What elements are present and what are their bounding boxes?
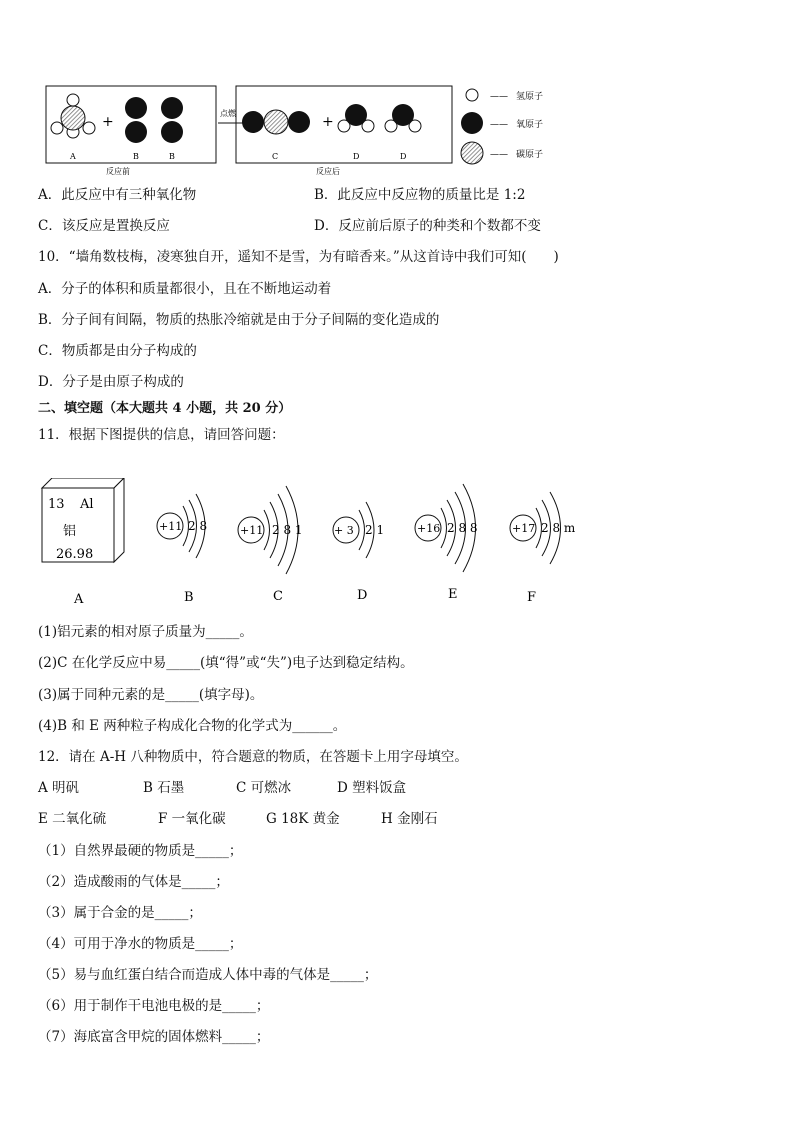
option-c: C．该反应是置换反应 [38, 218, 170, 234]
label-c: C [272, 152, 279, 161]
label-d: D [400, 152, 407, 161]
q12-option: G 18K 黄金 [266, 811, 340, 827]
label-c: C [273, 589, 283, 604]
oxygen-molecule [125, 97, 147, 143]
svg-text:+16: +16 [417, 522, 441, 535]
option-d: D．反应前后原子的种类和个数都不变 [314, 218, 541, 234]
q12-option: D 塑料饭盒 [337, 780, 407, 796]
oxygen-atom-icon [461, 112, 483, 134]
svg-text:2 8 m: 2 8 m [541, 521, 576, 535]
section-heading: 二、填空题（本大题共 4 小题，共 20 分） [38, 401, 292, 416]
after-caption: 反应后 [316, 167, 340, 176]
plus-sign: + [102, 114, 114, 130]
atom-e [415, 484, 478, 572]
q12-option: H 金刚石 [381, 811, 438, 827]
carbon-dioxide-molecule [242, 110, 310, 134]
svg-text:+11: +11 [159, 520, 183, 533]
legend-oxygen: 氧原子 [516, 120, 544, 130]
legend-carbon: 碳原子 [516, 150, 544, 160]
legend-dash: —— [490, 120, 508, 130]
label-b: B [184, 590, 194, 605]
legend-dash: —— [490, 92, 508, 102]
q11-sub1: (1)铝元素的相对原子质量为_____。 [38, 624, 253, 640]
before-caption: 反应前 [106, 167, 130, 176]
q12-option: C 可燃冰 [236, 780, 292, 796]
label-a: A [70, 152, 76, 161]
option-c: C．物质都是由分子构成的 [38, 343, 197, 359]
q11-sub2: (2)C 在化学反应中易_____(填“得”或“失”)电子达到稳定结构。 [38, 655, 414, 671]
atomic-mass: 26.98 [56, 547, 94, 562]
option-b: B．分子间有间隔，物质的热胀冷缩就是由于分子间隔的变化造成的 [38, 312, 440, 328]
atomic-number: 13 [48, 497, 65, 512]
question-12-stem: 12．请在 A-H 八种物质中，符合题意的物质，在答题卡上用字母填空。 [38, 749, 468, 765]
label-b: B [133, 152, 139, 161]
hydrogen-atom-icon [466, 89, 478, 101]
svg-text:+17: +17 [512, 522, 536, 535]
atom-structure-figure [36, 478, 596, 608]
q12-sub: （1）自然界最硬的物质是_____； [38, 843, 243, 859]
question-11-stem: 11．根据下图提供的信息，请回答问题： [38, 427, 285, 443]
atom-c [238, 486, 303, 574]
option-b: B．此反应中反应物的质量比是 1:2 [314, 187, 526, 203]
label-e: E [448, 587, 458, 602]
oxygen-molecule [161, 97, 183, 143]
svg-text:2 8 1: 2 8 1 [272, 523, 303, 537]
reaction-diagram [40, 80, 600, 180]
option-a: A．分子的体积和质量都很小，且在不断地运动着 [38, 281, 332, 297]
q12-sub: （6）用于制作干电池电极的是_____； [38, 998, 270, 1014]
plus-sign: + [322, 114, 334, 130]
label-b: B [169, 152, 175, 161]
question-10-stem: 10．“墙角数枝梅，凌寒独自开，遥知不是雪，为有暗香来。”从这首诗中我们可知( ) [38, 249, 559, 265]
carbon-atom-icon [461, 142, 483, 164]
water-molecule [338, 104, 374, 132]
svg-text:2 8 8: 2 8 8 [447, 521, 478, 535]
q12-option: B 石墨 [143, 780, 185, 796]
element-symbol: Al [80, 497, 94, 512]
atom-d [333, 502, 384, 558]
element-name: 铝 [63, 524, 77, 539]
q12-sub: （7）海底富含甲烷的固体燃料_____； [38, 1029, 270, 1045]
atom-f [510, 492, 576, 564]
legend-hydrogen: 氢原子 [516, 92, 544, 102]
svg-text:+11: +11 [240, 524, 264, 537]
q12-option: A 明矾 [38, 780, 80, 796]
svg-text:2 8: 2 8 [188, 519, 208, 533]
label-f: F [527, 590, 537, 605]
q12-sub: （4）可用于净水的物质是_____； [38, 936, 243, 952]
option-d: D．分子是由原子构成的 [38, 374, 184, 390]
water-molecule [385, 104, 421, 132]
q12-sub: （2）造成酸雨的气体是_____； [38, 874, 229, 890]
q12-sub: （3）属于合金的是_____； [38, 905, 202, 921]
q11-sub4: (4)B 和 E 两种粒子构成化合物的化学式为______。 [38, 718, 347, 734]
q12-option: F 一氧化碳 [158, 811, 226, 827]
option-a: A．此反应中有三种氧化物 [38, 187, 197, 203]
q12-sub: （5）易与血红蛋白结合而造成人体中毒的气体是_____； [38, 967, 378, 983]
label-d: D [357, 588, 368, 603]
label-d: D [353, 152, 360, 161]
legend-dash: —— [490, 150, 508, 160]
q12-option: E 二氧化硫 [38, 811, 107, 827]
methane-molecule [51, 94, 95, 138]
arrow-condition: 点燃 [220, 109, 236, 118]
label-a: A [74, 592, 84, 607]
element-card [42, 478, 124, 562]
svg-text:2 1: 2 1 [365, 523, 385, 537]
svg-text:+ 3: + 3 [334, 524, 354, 537]
q11-sub3: (3)属于同种元素的是_____(填字母)。 [38, 687, 264, 703]
atom-b [157, 494, 207, 558]
